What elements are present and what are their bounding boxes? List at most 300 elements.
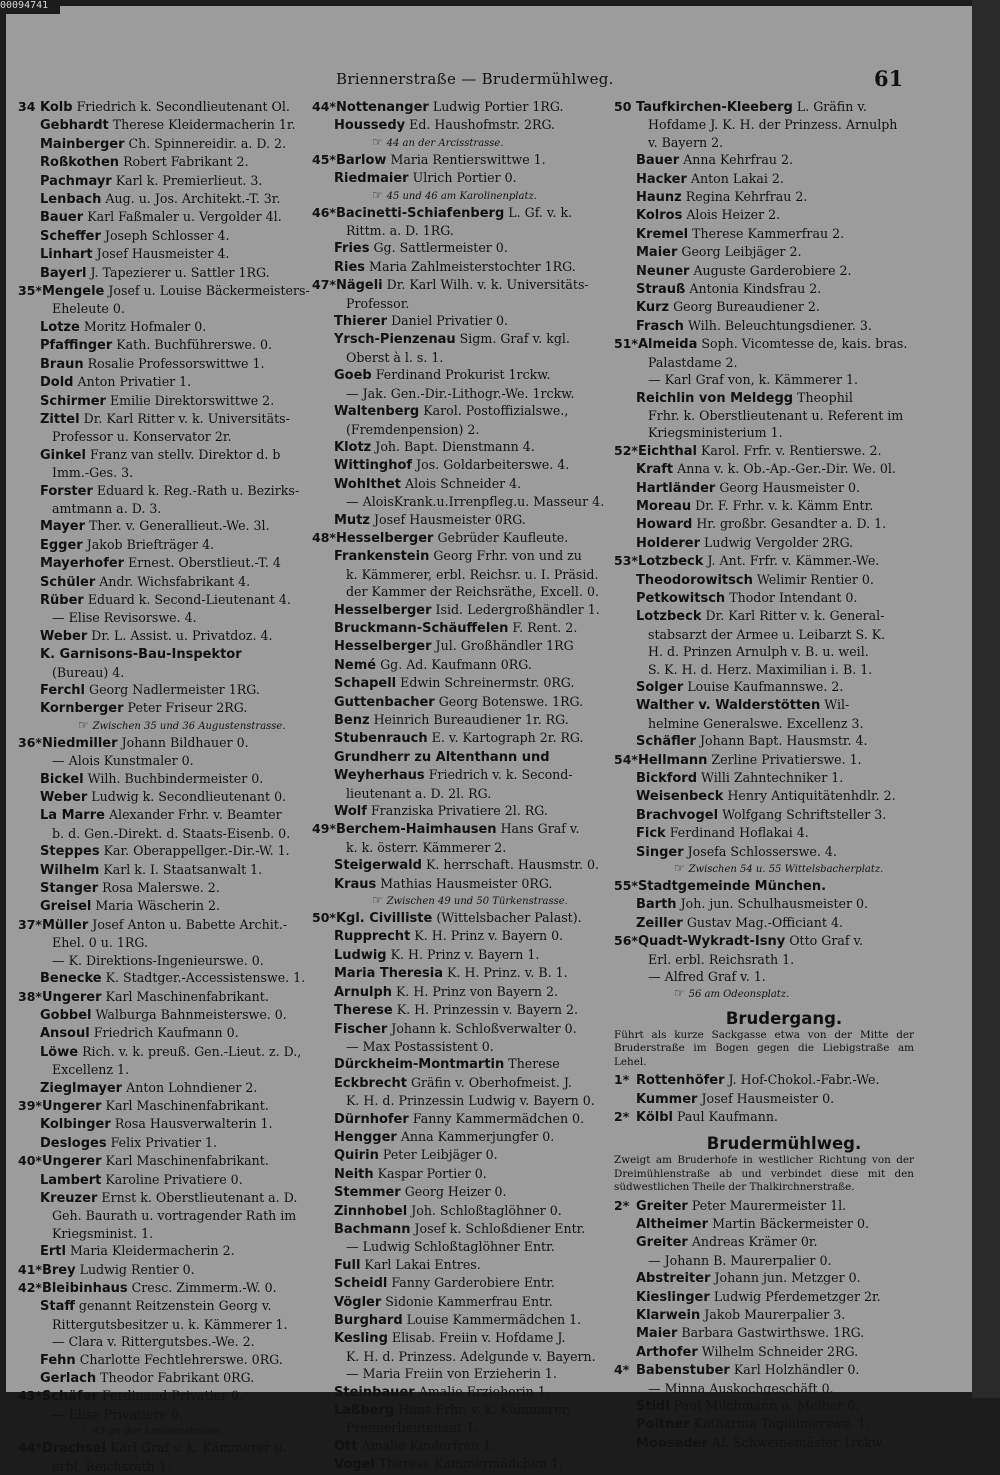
resident-details: Willi Zahntechniker 1. xyxy=(701,770,844,786)
resident-name: Kraus xyxy=(334,876,377,892)
resident-name: Gebhardt xyxy=(40,118,109,134)
resident-name: Hesselberger xyxy=(335,530,434,546)
entry-continuation: — Maria Freiin von Erzieherin 1. xyxy=(346,1366,557,1382)
directory-entry xyxy=(18,788,310,806)
resident-name: Reichlin von Meldegg xyxy=(636,390,794,406)
directory-entry xyxy=(18,1115,310,1133)
resident-name: Gerlach xyxy=(40,1371,97,1387)
directory-entry xyxy=(312,547,612,565)
resident-name: Arthofer xyxy=(636,1344,698,1360)
directory-entry xyxy=(18,879,310,897)
entry-continuation: — Clara v. Rittergutsbes.-We. 2. xyxy=(52,1334,255,1350)
resident-details: J. Tapezierer u. Sattler 1RG. xyxy=(90,264,270,280)
resident-name: Desloges xyxy=(40,1135,107,1151)
resident-details: Karl Maschinenfabrikant. xyxy=(105,1153,269,1169)
directory-entry xyxy=(18,1189,310,1207)
resident-name: Weber xyxy=(40,790,88,806)
entry-continuation: Frhr. k. Oberstlieutenant u. Referent im xyxy=(648,407,904,423)
resident-details: Sigm. Graf v. kgl. xyxy=(459,331,570,347)
directory-entry xyxy=(614,460,914,478)
resident-details: Soph. Vicomtesse de, kais. bras. xyxy=(701,336,908,352)
entry-continuation: H. d. Prinzen Arnulph v. B. u. weil. xyxy=(648,644,869,660)
resident-details: Therese Kleidermacherin 1r. xyxy=(112,117,296,133)
resident-details: Edwin Schreinermstr. 0RG. xyxy=(400,675,575,691)
section-heading: Brudergang. xyxy=(725,1008,843,1028)
resident-details: Hans Graf v. xyxy=(500,821,580,837)
resident-name: Hengger xyxy=(334,1129,397,1145)
resident-name: Steigerwald xyxy=(334,858,422,874)
entry-continuation: k. k. österr. Kämmerer 2. xyxy=(346,839,507,855)
resident-name: Theodorowitsch xyxy=(636,572,753,588)
resident-name: Gobbel xyxy=(40,1007,92,1023)
directory-entry xyxy=(614,1071,914,1089)
directory-entry xyxy=(18,916,310,934)
resident-name: Bruckmann-Schäuffelen xyxy=(334,620,509,636)
directory-entry xyxy=(18,699,310,717)
resident-name: Dürckheim-Montmartin xyxy=(334,1057,505,1073)
resident-details: Josef Hausmeister 0. xyxy=(701,1090,835,1106)
entry-continuation: k. Kämmerer, erbl. Reichsr. u. I. Präsid. xyxy=(346,566,599,582)
resident-details: Aug. u. Jos. Architekt.-T. 3r. xyxy=(105,191,281,207)
resident-name: Goeb xyxy=(334,368,372,384)
resident-name: Brachvogel xyxy=(636,807,719,823)
directory-entry xyxy=(18,153,310,171)
house-number: 40* xyxy=(18,1153,42,1169)
directory-entry xyxy=(614,1415,914,1433)
cross-street-note xyxy=(18,718,310,734)
resident-details: Georg Nadlermeister 1RG. xyxy=(89,682,260,697)
archive-stamp: 00094741 xyxy=(0,0,60,14)
resident-details: Josef Hausmeister 4. xyxy=(96,246,230,262)
resident-details: Franziska Privatiere 2l. RG. xyxy=(370,803,548,819)
directory-entry xyxy=(18,392,310,410)
resident-name: Ungerer xyxy=(41,989,102,1005)
entry-continuation: Ehel. 0 u. 1RG. xyxy=(52,935,149,951)
directory-entry xyxy=(18,842,310,860)
directory-entry xyxy=(312,637,612,655)
directory-entry xyxy=(312,402,612,420)
resident-details: Cresc. Zimmerm.-W. 0. xyxy=(131,1280,277,1295)
resident-details: Karol. Frfr. v. Rentierswe. 2. xyxy=(700,442,882,458)
resident-name: Weyherhaus xyxy=(334,768,425,784)
resident-details: Kaspar Portier 0. xyxy=(377,1165,487,1181)
directory-entry xyxy=(312,856,612,874)
directory-entry xyxy=(312,802,612,820)
house-number: 50* xyxy=(312,910,336,926)
entry-continuation: Professor u. Konservator 2r. xyxy=(52,429,232,445)
directory-entry xyxy=(18,1043,310,1061)
resident-name: Howard xyxy=(636,517,693,533)
resident-details: Alexander Frhr. v. Beamter xyxy=(108,807,282,823)
resident-details: F. Rent. 2. xyxy=(512,619,578,635)
pointing-hand-icon: ☞ xyxy=(674,985,689,1000)
resident-name: Quadt-Wykradt-Isny xyxy=(637,934,786,950)
directory-entry xyxy=(614,479,914,497)
resident-name: Mayer xyxy=(40,519,86,535)
cross-street-note xyxy=(312,135,612,151)
directory-entry xyxy=(18,591,310,609)
resident-name: Kölbl xyxy=(636,1110,673,1126)
directory-entry xyxy=(312,1455,612,1473)
resident-name: Hartländer xyxy=(636,480,716,496)
resident-name: Kolb xyxy=(40,100,73,115)
resident-name: Greiter xyxy=(636,1198,688,1214)
resident-name: Holderer xyxy=(636,535,701,551)
resident-details: Amalie Erzieherin 1. xyxy=(418,1383,550,1399)
directory-entry xyxy=(614,571,914,589)
house-number: 38* xyxy=(18,988,42,1004)
resident-details: Karl Graf v. k. Kämmerer u. xyxy=(109,1440,287,1456)
directory-entry xyxy=(614,188,914,206)
directory-entry xyxy=(18,98,310,116)
directory-entry xyxy=(312,748,612,766)
directory-entry xyxy=(614,1197,914,1215)
entry-continuation: v. Bayern 2. xyxy=(648,134,724,150)
resident-name: Abstreiter xyxy=(636,1271,711,1287)
cross-street-note xyxy=(614,861,914,877)
directory-entry xyxy=(312,312,612,330)
resident-name: Ansoul xyxy=(40,1026,90,1042)
resident-details: Rich. v. k. preuß. Gen.-Lieut. z. D., xyxy=(82,1043,302,1059)
house-number: 2* xyxy=(614,1109,630,1125)
directory-entry xyxy=(614,769,914,787)
house-number: 54* xyxy=(614,751,638,767)
resident-name: Ginkel xyxy=(40,447,86,463)
entry-continuation: — Minna Auskochgeschäft 0. xyxy=(648,1380,834,1396)
directory-entry xyxy=(18,861,310,879)
directory-entry xyxy=(312,1055,612,1073)
resident-details: Karl k. Premierlieut. 3. xyxy=(115,172,263,188)
resident-details: Walburga Bahnmeisterswe. 0. xyxy=(95,1006,287,1022)
resident-name: Kolbinger xyxy=(40,1117,111,1133)
resident-details: Friedrich v. k. Second- xyxy=(428,767,573,783)
resident-details: Jos. Goldarbeiterswe. 4. xyxy=(416,457,570,473)
resident-name: Kummer xyxy=(636,1091,698,1107)
directory-entry xyxy=(614,98,914,116)
entry-continuation: amtmann a. D. 3. xyxy=(52,500,162,516)
directory-entry xyxy=(312,98,612,116)
resident-name: Ferchl xyxy=(40,683,85,698)
house-number: 44* xyxy=(18,1440,42,1456)
resident-details: Josefa Schlosserswe. 4. xyxy=(687,843,837,859)
directory-entry xyxy=(614,1306,914,1324)
entry-continuation: Eheleute 0. xyxy=(52,301,125,317)
resident-details: Peter Friseur 2RG. xyxy=(127,700,248,716)
resident-name: Bleibinhaus xyxy=(41,1281,128,1296)
directory-entry xyxy=(312,204,612,222)
resident-details: Ludwig Pferdemetzger 2r. xyxy=(713,1288,881,1304)
directory-entry xyxy=(312,276,612,294)
resident-name: Roßkothen xyxy=(40,155,120,171)
resident-details: Karl k. I. Staatsanwalt 1. xyxy=(103,861,263,877)
resident-details: J. Ant. Frfr. v. Kämmer.-We. xyxy=(707,553,880,569)
resident-name: Strauß xyxy=(636,282,686,298)
directory-entry xyxy=(312,1293,612,1311)
resident-details: Karl Faßmaler u. Vergolder 4l. xyxy=(87,209,282,225)
running-title: Briennerstraße — Brudermühlweg. xyxy=(336,70,614,88)
note-text: Zwischen 49 und 50 Türkenstrasse. xyxy=(386,896,568,908)
resident-name: Stadtgemeinde München. xyxy=(637,879,827,895)
resident-details: Paul Milchmann u. Melber 0. xyxy=(673,1398,860,1413)
resident-details: Dr. L. Assist. u. Privatdoz. 4. xyxy=(91,627,273,643)
resident-name: Benz xyxy=(334,713,370,728)
directory-entry xyxy=(18,517,310,535)
pointing-hand-icon: ☞ xyxy=(78,1423,93,1438)
directory-entry xyxy=(614,1397,914,1415)
directory-entry xyxy=(18,1134,310,1152)
note-text: 56 am Odeonsplatz. xyxy=(688,988,790,1000)
page-number: 61 xyxy=(874,66,904,91)
directory-entry xyxy=(18,410,310,428)
resident-name: Barlow xyxy=(335,152,387,168)
entry-continuation: helmine Generalswe. Excellenz 3. xyxy=(648,715,864,731)
entry-continuation: Premierlieutenant 1. xyxy=(346,1420,479,1436)
resident-name: Full xyxy=(334,1257,361,1273)
resident-name: Walther v. Walderstötten xyxy=(636,698,821,714)
directory-entry xyxy=(312,693,612,711)
resident-name: Bauer xyxy=(40,210,84,226)
resident-name: Fick xyxy=(636,826,666,842)
directory-entry xyxy=(614,225,914,243)
resident-details: Andr. Wichsfabrikant 4. xyxy=(99,573,251,589)
resident-details: Andreas Krämer 0r. xyxy=(691,1234,818,1250)
resident-details: Dr. Karl Ritter v. k. General- xyxy=(705,608,885,624)
directory-entry xyxy=(614,389,914,407)
resident-name: Steinbauer xyxy=(334,1384,415,1400)
house-number: 4* xyxy=(614,1362,630,1378)
resident-name: Nottenanger xyxy=(335,100,429,115)
resident-name: Maria Theresia xyxy=(334,966,444,982)
directory-entry xyxy=(614,895,914,913)
column-left xyxy=(18,98,310,1475)
note-text: 43 an der Louisenstrasse. xyxy=(92,1426,224,1438)
directory-entry xyxy=(614,1343,914,1361)
resident-name: Burghard xyxy=(334,1313,403,1328)
resident-name: Scheffer xyxy=(40,228,101,244)
entry-continuation: — Elise Revisorswe. 4. xyxy=(52,610,197,626)
resident-details: K. H. Prinzessin v. Bayern 2. xyxy=(396,1002,579,1018)
directory-entry xyxy=(614,552,914,570)
resident-details: Mathias Hausmeister 0RG. xyxy=(380,875,553,891)
house-number: 35* xyxy=(18,283,42,299)
resident-details: Karoline Privatiere 0. xyxy=(105,1171,243,1187)
directory-entry xyxy=(312,169,612,187)
resident-name: Frasch xyxy=(636,318,684,334)
house-number: 44* xyxy=(312,99,336,114)
directory-entry xyxy=(312,1001,612,1019)
resident-details: K. herrschaft. Hausmstr. 0. xyxy=(425,857,600,873)
resident-name: Laßberg xyxy=(334,1403,395,1419)
resident-name: Schäfler xyxy=(636,734,696,750)
resident-name: Houssedy xyxy=(334,118,406,134)
entry-continuation: — Elise Privatiere 0. xyxy=(52,1406,183,1422)
directory-entry xyxy=(614,732,914,750)
house-number: 37* xyxy=(18,916,42,932)
resident-name: Braun xyxy=(40,356,84,372)
resident-name: Pachmayr xyxy=(40,173,112,189)
resident-details: K. H. Prinz von Bayern 2. xyxy=(396,983,558,999)
resident-details: Therese xyxy=(508,1056,560,1072)
resident-name: Müller xyxy=(41,917,89,933)
directory-entry xyxy=(614,335,914,353)
directory-entry xyxy=(614,607,914,625)
resident-name: Nägeli xyxy=(335,278,383,294)
note-text: Zwischen 35 und 36 Augustenstrasse. xyxy=(92,720,286,732)
note-text: 44 an der Arcisstrasse. xyxy=(386,137,504,149)
entry-continuation: (Fremdenpension) 2. xyxy=(346,421,480,437)
resident-name: Lotzbeck xyxy=(636,609,702,625)
directory-entry xyxy=(614,1233,914,1251)
entry-continuation: — AloisKrank.u.Irrenpfleg.u. Masseur 4. xyxy=(346,494,605,510)
resident-name: Staff xyxy=(40,1299,75,1315)
resident-name: Hesselberger xyxy=(334,639,432,655)
resident-details: Rosa Malerswe. 2. xyxy=(102,880,220,896)
resident-name: Maier xyxy=(636,1326,678,1342)
resident-details: Ludwig Vergolder 2RG. xyxy=(704,534,854,550)
directory-entry xyxy=(312,601,612,619)
resident-details: Wilhelm Schneider 2RG. xyxy=(701,1343,859,1359)
resident-details: Georg Bureaudiener 2. xyxy=(673,299,820,315)
resident-name: Therese xyxy=(334,1003,393,1019)
directory-entry xyxy=(312,1202,612,1220)
directory-entry xyxy=(18,897,310,915)
resident-details: Anna Kammerjungfer 0. xyxy=(400,1128,555,1144)
directory-entry xyxy=(614,1215,914,1233)
directory-entry xyxy=(312,656,612,674)
directory-entry xyxy=(312,438,612,456)
pointing-hand-icon: ☞ xyxy=(372,893,387,908)
resident-details: Amalie Kinderfrau 1. xyxy=(361,1437,495,1453)
directory-entry xyxy=(312,1020,612,1038)
resident-details: Theodor Fabrikant 0RG. xyxy=(100,1370,255,1386)
directory-entry xyxy=(614,280,914,298)
directory-entry xyxy=(614,932,914,950)
resident-details: Peter Maurermeister 1l. xyxy=(691,1197,847,1213)
directory-entry xyxy=(18,172,310,190)
directory-entry xyxy=(614,1108,914,1126)
resident-name: Kieslinger xyxy=(636,1289,710,1305)
resident-name: Mutz xyxy=(334,512,370,528)
directory-entry xyxy=(614,206,914,224)
resident-details: K. H. Prinz v. Bayern 0. xyxy=(414,928,564,944)
resident-details: Kath. Buchführerswe. 0. xyxy=(116,337,272,353)
resident-details: Ernst k. Oberstlieutenant a. D. xyxy=(101,1189,298,1205)
resident-details: Elisab. Freiin v. Hofdame J. xyxy=(391,1330,566,1346)
resident-name: Almeida xyxy=(637,337,698,353)
directory-entry xyxy=(614,170,914,188)
directory-entry xyxy=(18,1387,310,1405)
directory-entry xyxy=(18,554,310,572)
resident-details: Karl Holzhändler 0. xyxy=(733,1362,860,1378)
house-number: 49* xyxy=(312,821,336,837)
resident-details: Joh. jun. Schulhausmeister 0. xyxy=(680,896,869,912)
resident-details: Anton Lakai 2. xyxy=(690,170,784,186)
resident-name: Bacinetti-Schiafenberg xyxy=(335,205,505,221)
entry-continuation: — Johann B. Maurerpalier 0. xyxy=(648,1252,832,1268)
resident-details: K. H. Prinz v. Bayern 1. xyxy=(390,946,540,962)
resident-details: Joh. Bapt. Dienstmann 4. xyxy=(375,438,535,454)
resident-details: Antonia Kindsfrau 2. xyxy=(689,281,822,297)
directory-entry xyxy=(18,1097,310,1115)
resident-details: Friedrich k. Secondlieutenant Ol. xyxy=(76,99,290,114)
directory-entry xyxy=(312,1329,612,1347)
resident-details: Ernest. Oberstlieut.-T. 4 xyxy=(128,555,281,571)
resident-details: Johann Bapt. Hausmstr. 4. xyxy=(699,733,868,749)
resident-name: Kornberger xyxy=(40,701,124,717)
resident-details: Anna v. k. Ob.-Ap.-Ger.-Dir. We. 0l. xyxy=(677,461,896,477)
resident-details: Welimir Rentier 0. xyxy=(756,571,874,587)
resident-details: Therese Kammerfrau 2. xyxy=(692,225,845,241)
resident-details: K. Stadtger.-Accessistenswe. 1. xyxy=(105,970,306,986)
directory-entry xyxy=(312,1110,612,1128)
directory-entry xyxy=(312,927,612,945)
resident-name: Lotzbeck xyxy=(637,554,704,570)
directory-entry xyxy=(614,442,914,460)
resident-name: Fehn xyxy=(40,1352,76,1368)
resident-name: Moreau xyxy=(636,498,692,514)
resident-details: Karl Lakai Entres. xyxy=(364,1256,481,1272)
resident-name: Riedmaier xyxy=(334,171,409,187)
house-number: 39* xyxy=(18,1097,42,1113)
resident-name: Kreuzer xyxy=(40,1190,98,1206)
resident-name: Klotz xyxy=(334,439,372,455)
resident-details: Jul. Großhändler 1RG xyxy=(435,638,574,654)
resident-name: Mayerhofer xyxy=(40,556,125,572)
resident-name: Stanger xyxy=(40,881,99,897)
entry-continuation: Oberst à l. s. 1. xyxy=(346,349,444,365)
resident-details: Gräfin v. Oberhofmeist. J. xyxy=(410,1074,572,1090)
resident-name: Zittel xyxy=(40,411,80,427)
house-number: 43* xyxy=(18,1388,42,1404)
resident-details: Louise Kammermädchen 1. xyxy=(406,1312,582,1327)
resident-details: Georg Hausmeister 0. xyxy=(719,479,860,495)
note-text: Zwischen 54 u. 55 Wittelsbacherplatz. xyxy=(688,864,884,876)
directory-entry xyxy=(312,366,612,384)
resident-details: Henry Antiquitätenhdlr. 2. xyxy=(727,788,896,804)
resident-details: Therese Kammermädchen 1. xyxy=(378,1456,563,1472)
resident-name: Vogel xyxy=(334,1457,375,1473)
resident-name: Mooseder xyxy=(636,1435,708,1451)
directory-entry xyxy=(312,116,612,134)
house-number: 55* xyxy=(614,878,638,894)
resident-name: Hellmann xyxy=(637,752,708,768)
resident-name: Maier xyxy=(636,245,678,261)
directory-entry xyxy=(312,674,612,692)
cross-street-note xyxy=(312,893,612,909)
resident-details: Emilie Direktorswittwe 2. xyxy=(109,392,275,408)
entry-continuation: lieutenant a. D. 2l. RG. xyxy=(346,785,492,801)
directory-entry xyxy=(614,787,914,805)
resident-name: Fries xyxy=(334,241,370,257)
resident-name: Waltenberg xyxy=(334,404,420,420)
directory-entry xyxy=(614,1324,914,1342)
resident-details: Jakob Maurerpalier 3. xyxy=(704,1306,846,1322)
resident-details: (Wittelsbacher Palast). xyxy=(436,910,582,926)
section-heading: Brudermühlweg. xyxy=(706,1133,862,1153)
resident-name: Schapell xyxy=(334,676,397,692)
resident-details: Maria Wäscherin 2. xyxy=(95,898,220,914)
resident-name: Fischer xyxy=(334,1021,388,1037)
resident-name: Vögler xyxy=(334,1294,382,1310)
resident-details: Ther. v. Generallieut.-We. 3l. xyxy=(89,518,270,534)
directory-entry xyxy=(614,151,914,169)
directory-entry xyxy=(614,1269,914,1287)
directory-entry xyxy=(312,1165,612,1183)
resident-name: Bauer xyxy=(636,153,680,169)
directory-entry xyxy=(312,151,612,169)
resident-details: Ulrich Portier 0. xyxy=(412,170,517,186)
resident-details: Felix Privatier 1. xyxy=(110,1134,217,1150)
